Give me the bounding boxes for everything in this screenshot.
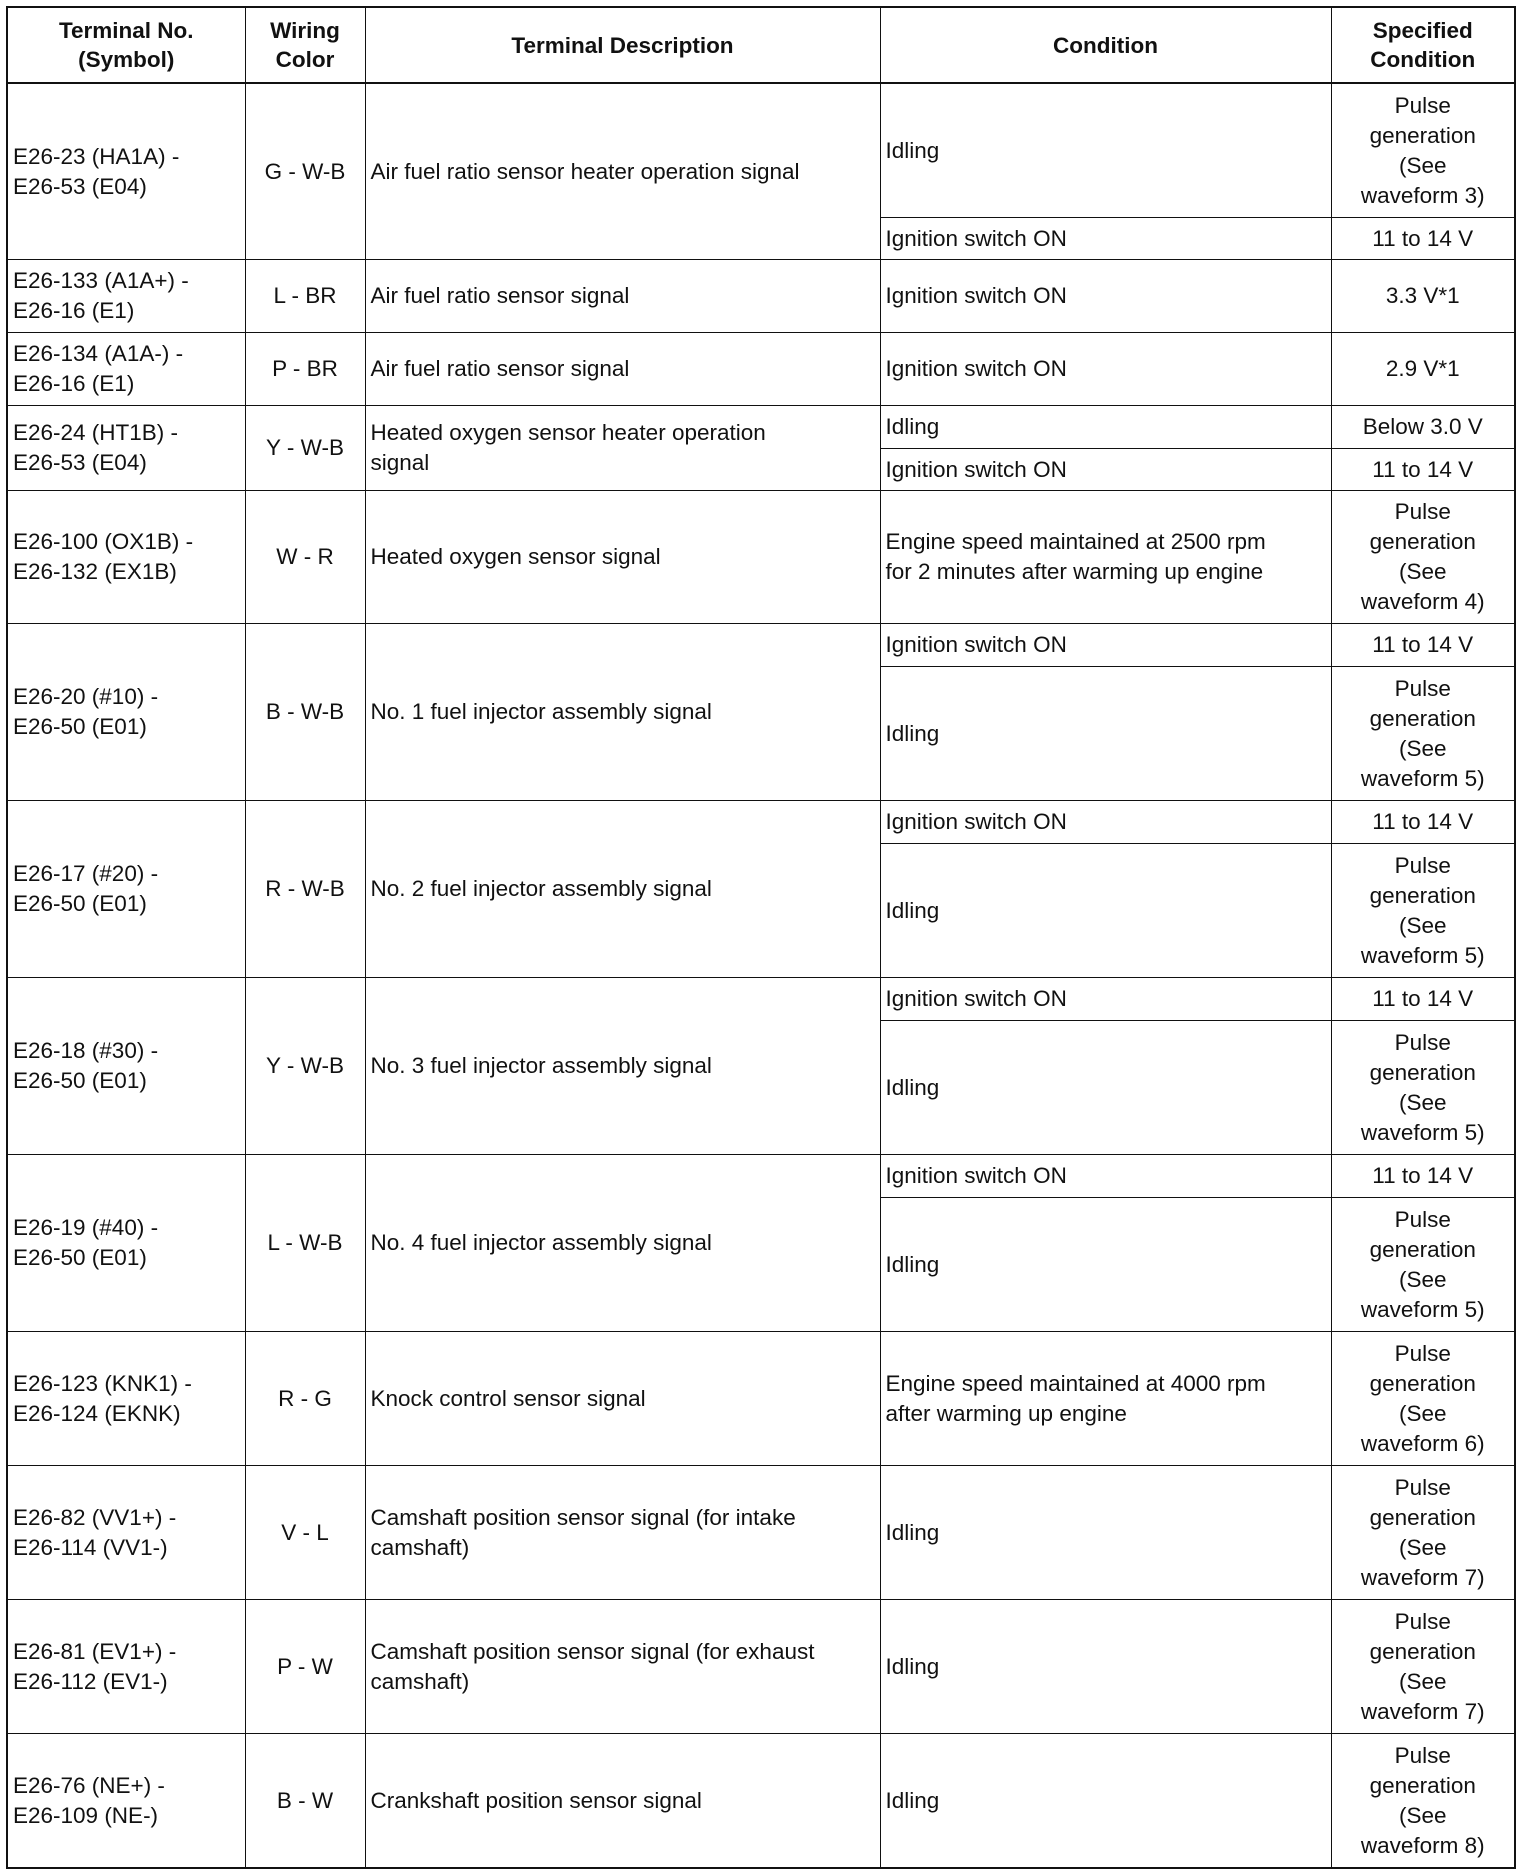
table-row (7, 260, 1515, 333)
wiring-color-cell: L - BR (245, 260, 365, 333)
condition-cell: Ignition switch ON (880, 218, 1331, 260)
specified-condition-cell: Pulse generation (See waveform 5) (1331, 667, 1515, 801)
table-row (7, 624, 1515, 667)
wiring-color-cell: R - W-B (245, 801, 365, 978)
wiring-color-cell: V - L (245, 1466, 365, 1600)
description-cell: No. 3 fuel injector assembly signal (365, 978, 880, 1155)
specified-condition-cell: 11 to 14 V (1331, 1155, 1515, 1198)
table-row (7, 83, 1515, 218)
table-row (7, 1734, 1515, 1869)
terminal-cell: E26-23 (HA1A) - E26-53 (E04) (7, 83, 245, 260)
wiring-color-cell: W - R (245, 491, 365, 624)
specified-condition-cell: 2.9 V*1 (1331, 333, 1515, 406)
description-cell: Heated oxygen sensor heater operation signal (365, 406, 880, 491)
condition-cell: Engine speed maintained at 2500 rpm for 2 minutes after warming up engine (880, 491, 1331, 624)
terminal-cell: E26-18 (#30) - E26-50 (E01) (7, 978, 245, 1155)
wiring-color-cell: Y - W-B (245, 406, 365, 491)
specified-condition-cell: Pulse generation (See waveform 5) (1331, 1021, 1515, 1155)
wiring-color-cell: G - W-B (245, 83, 365, 260)
table-row (7, 491, 1515, 624)
condition-cell: Ignition switch ON (880, 978, 1331, 1021)
description-cell: No. 1 fuel injector assembly signal (365, 624, 880, 801)
table-row (7, 1332, 1515, 1466)
table-row (7, 406, 1515, 449)
condition-cell: Idling (880, 406, 1331, 449)
condition-cell: Ignition switch ON (880, 801, 1331, 844)
specified-condition-cell: Pulse generation (See waveform 8) (1331, 1734, 1515, 1869)
condition-cell: Idling (880, 667, 1331, 801)
condition-cell: Ignition switch ON (880, 624, 1331, 667)
table-row (7, 978, 1515, 1021)
specified-condition-cell: Pulse generation (See waveform 5) (1331, 1198, 1515, 1332)
specified-condition-cell: 11 to 14 V (1331, 449, 1515, 491)
wiring-color-cell: B - W (245, 1734, 365, 1869)
specified-condition-cell: 11 to 14 V (1331, 624, 1515, 667)
condition-cell: Ignition switch ON (880, 1155, 1331, 1198)
terminal-cell: E26-24 (HT1B) - E26-53 (E04) (7, 406, 245, 491)
condition-cell: Engine speed maintained at 4000 rpm after warming up engine (880, 1332, 1331, 1466)
condition-cell: Idling (880, 1600, 1331, 1734)
specified-condition-cell: Pulse generation (See waveform 7) (1331, 1600, 1515, 1734)
condition-cell: Ignition switch ON (880, 260, 1331, 333)
description-cell: No. 4 fuel injector assembly signal (365, 1155, 880, 1332)
terminal-cell: E26-134 (A1A-) - E26-16 (E1) (7, 333, 245, 406)
terminal-cell: E26-17 (#20) - E26-50 (E01) (7, 801, 245, 978)
description-cell: Heated oxygen sensor signal (365, 491, 880, 624)
specified-condition-cell: Pulse generation (See waveform 5) (1331, 844, 1515, 978)
description-cell: Air fuel ratio sensor heater operation signal (365, 83, 880, 260)
table-row (7, 1600, 1515, 1734)
wiring-color-cell: Y - W-B (245, 978, 365, 1155)
description-cell: Air fuel ratio sensor signal (365, 260, 880, 333)
header-specified-condition: Specified Condition (1331, 7, 1515, 83)
table-body (7, 83, 1515, 1868)
specified-condition-cell: 11 to 14 V (1331, 978, 1515, 1021)
description-cell: Air fuel ratio sensor signal (365, 333, 880, 406)
description-cell: Crankshaft position sensor signal (365, 1734, 880, 1869)
condition-cell: Idling (880, 1734, 1331, 1869)
specified-condition-cell: Below 3.0 V (1331, 406, 1515, 449)
specified-condition-cell: Pulse generation (See waveform 6) (1331, 1332, 1515, 1466)
description-cell: No. 2 fuel injector assembly signal (365, 801, 880, 978)
description-cell: Camshaft position sensor signal (for intake camshaft) (365, 1466, 880, 1600)
terminal-cell: E26-81 (EV1+) - E26-112 (EV1-) (7, 1600, 245, 1734)
wiring-color-cell: P - W (245, 1600, 365, 1734)
wiring-color-cell: L - W-B (245, 1155, 365, 1332)
header-terminal-no: Terminal No. (Symbol) (7, 7, 245, 83)
condition-cell: Ignition switch ON (880, 333, 1331, 406)
terminal-cell: E26-133 (A1A+) - E26-16 (E1) (7, 260, 245, 333)
condition-cell: Ignition switch ON (880, 449, 1331, 491)
table-header (7, 7, 1515, 83)
terminal-cell: E26-19 (#40) - E26-50 (E01) (7, 1155, 245, 1332)
terminal-spec-sheet (6, 6, 1514, 1858)
terminal-cell: E26-82 (VV1+) - E26-114 (VV1-) (7, 1466, 245, 1600)
table-row (7, 1155, 1515, 1198)
specified-condition-cell: 3.3 V*1 (1331, 260, 1515, 333)
header-terminal-description: Terminal Description (365, 7, 880, 83)
wiring-color-cell: P - BR (245, 333, 365, 406)
condition-cell: Idling (880, 1198, 1331, 1332)
header-condition: Condition (880, 7, 1331, 83)
header-wiring-color: Wiring Color (245, 7, 365, 83)
terminal-cell: E26-20 (#10) - E26-50 (E01) (7, 624, 245, 801)
condition-cell: Idling (880, 844, 1331, 978)
specified-condition-cell: 11 to 14 V (1331, 801, 1515, 844)
table-row (7, 801, 1515, 844)
table-row (7, 333, 1515, 406)
header-row (7, 7, 1515, 83)
condition-cell: Idling (880, 1021, 1331, 1155)
condition-cell: Idling (880, 1466, 1331, 1600)
terminal-cell: E26-76 (NE+) - E26-109 (NE-) (7, 1734, 245, 1869)
wiring-color-cell: R - G (245, 1332, 365, 1466)
description-cell: Camshaft position sensor signal (for exhaust camshaft) (365, 1600, 880, 1734)
description-cell: Knock control sensor signal (365, 1332, 880, 1466)
specified-condition-cell: Pulse generation (See waveform 7) (1331, 1466, 1515, 1600)
specified-condition-cell: Pulse generation (See waveform 4) (1331, 491, 1515, 624)
table-row (7, 1466, 1515, 1600)
terminal-cell: E26-123 (KNK1) - E26-124 (EKNK) (7, 1332, 245, 1466)
specified-condition-cell: 11 to 14 V (1331, 218, 1515, 260)
terminal-spec-table (6, 6, 1516, 1869)
terminal-cell: E26-100 (OX1B) - E26-132 (EX1B) (7, 491, 245, 624)
wiring-color-cell: B - W-B (245, 624, 365, 801)
specified-condition-cell: Pulse generation (See waveform 3) (1331, 83, 1515, 218)
condition-cell: Idling (880, 83, 1331, 218)
